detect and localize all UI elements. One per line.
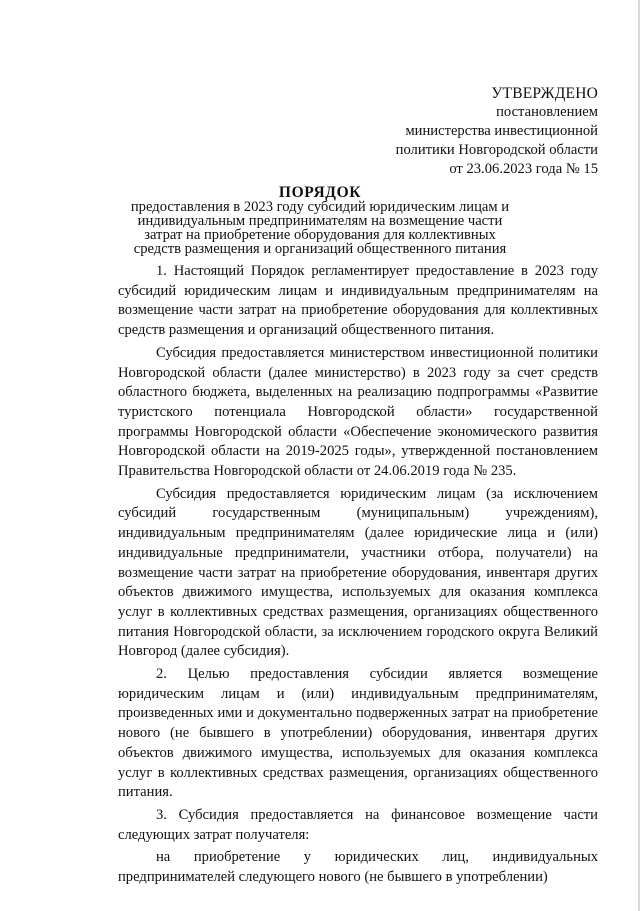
document-body (118, 262, 598, 891)
document-title: ПОРЯДОК (278, 184, 362, 201)
approval-heading: УТВЕРЖДЕНО (491, 85, 598, 102)
paragraph: на приобретение у юридических лиц, индивидуальных предпринимателей следующего нового (не бывшего в употреблении) (118, 849, 598, 886)
approval-line: постановлением (496, 104, 598, 120)
paragraph: 2. Целью предоставления субсидии является возмещение юридическим лицам и (или) индивидуальным предпринимателям, произведенных ими и документально подверженных затрат на приобретение нового (не бывшего в употреблении) оборудования, инвентаря других объектов движимого имущества, используемых для оказания комплекса услуг в коллективных средствах размещения, организациях общественного питания. (118, 666, 598, 801)
paragraph: Субсидия предоставляется юридическим лицам (за исключением субсидий государственным (муниципальным) учреждениям), индивидуальным предпринимателям (далее юридические лица и (или) индивидуальные предприниматели, участники отбора, получатели) на возмещение части затрат на приобретение оборудования, инвентаря других объектов движимого имущества, используемых для оказания комплекса услуг в коллективных средствах размещения, организациях общественного питания Новгородской области, за исключением городского округа Великий Новгород (далее субсидия). (118, 485, 598, 660)
approval-line: министерства инвестиционной (405, 123, 598, 139)
approval-line: политики Новгородской области (395, 142, 598, 158)
paragraph: 3. Субсидия предоставляется на финансовое возмещение части следующих затрат получателя: (118, 806, 598, 843)
paragraph: 1. Настоящий Порядок регламентирует предоставление в 2023 году субсидий юридическим лицам и индивидуальным предпринимателям на возмещение части затрат на приобретение оборудования для коллективных средств размещения и организаций общественного питания. (118, 263, 598, 339)
approval-date: от 23.06.2023 года № 15 (449, 161, 598, 177)
approval-stamp (396, 84, 598, 179)
document-subtitle: предоставления в 2023 году субсидий юридическим лицам и индивидуальным предпринимателям на возмещение части затрат на приобретение оборудования для коллективных средств размещения и организаций общественного питания (130, 199, 510, 257)
paragraph: Субсидия предоставляется министерством инвестиционной политики Новгородской области (далее министерство) в 2023 году за счет средств областного бюджета, выделенных на реализацию подпрограммы «Развитие туристского потенциала Новгородской области» государственной программы Новгородской области «Обеспечение экономического развития Новгородской области на 2019-2025 годы», утвержденной постановлением Правительства Новгородской области от 24.06.2019 года № 235. (118, 344, 598, 480)
